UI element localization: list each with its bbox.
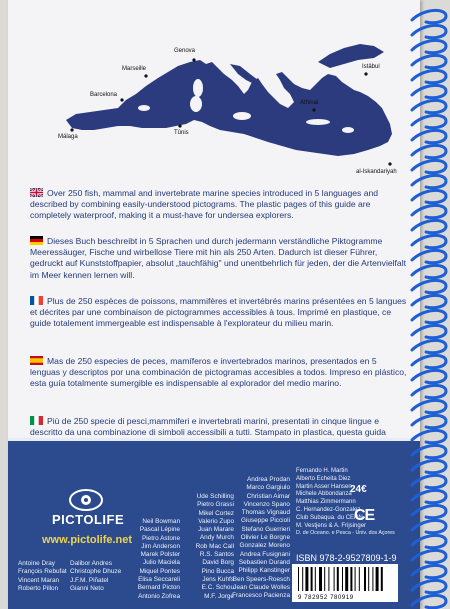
coil-loop xyxy=(412,445,446,457)
city-label-barcelona: Barcelona xyxy=(90,92,118,98)
barcode-bar xyxy=(319,567,322,591)
barcode-bar xyxy=(359,567,360,591)
isbn-number: ISBN 978-2-9527809-1-9 xyxy=(296,553,397,563)
coil-loop xyxy=(412,385,446,397)
coil-loop xyxy=(412,340,446,352)
coil-loop xyxy=(412,460,446,472)
description-french xyxy=(30,296,408,330)
coil-loop xyxy=(412,550,446,562)
coil-loop xyxy=(412,265,446,277)
coil-loop xyxy=(412,160,446,172)
coil-loop xyxy=(412,475,446,487)
map-svg xyxy=(18,4,418,180)
coil-loop xyxy=(412,505,446,517)
coil-loop xyxy=(412,535,446,547)
barcode xyxy=(292,564,398,602)
coil-loop xyxy=(412,100,446,112)
price-label: 24€ xyxy=(350,484,367,495)
barcode-bar xyxy=(350,567,352,591)
publisher-footer xyxy=(8,438,420,609)
italy-flag-icon xyxy=(30,416,43,425)
footer-divider xyxy=(8,438,420,441)
city-label-alexandria: al-Iskandariyah xyxy=(356,169,397,175)
barcode-bar xyxy=(368,567,369,591)
city-label-malaga: Málaga xyxy=(58,134,78,140)
france-flag-icon xyxy=(30,296,43,305)
credits-column-4: Ude Schilling Pietro Grassi Mikel Cortez Valerio Zupo Juan Marare Andy Murch Rob Mac Call R.S. Santos David Borg Pino Bucca Jens Kuhfs E.C. Schou M.F. Jorge xyxy=(195,493,234,600)
credits-column-1: Antoine Dray François Rebufat Vincent Maran Roberto Pillon xyxy=(18,560,67,592)
city-label-tunis: Tûnis xyxy=(174,130,189,136)
barcode-bar xyxy=(334,567,335,591)
description-text-it: Più de 250 specie di pesci,mammiferi e invertebrati marini, presentati in cinque lingue e descritto da una combinazione di simboli accessibili a tutti. Stampato in plastica, questa guida xyxy=(30,416,386,438)
barcode-bar xyxy=(364,567,366,591)
description-english xyxy=(30,188,408,222)
credits-column-5: Andrea Prodan Marco Gargiulo Christian Aimar Vincenzo Spano Thomas Vignaud Giuseppe Piccioli Stefano Guerrieri Olivier Le Borgne Gonzalez Moreno Andrea Fusignani Sebastien Durand Philipp Kanstinger Ben Speers-Roesch Jean Claude Wolles Francesco Pacienza xyxy=(232,476,290,600)
back-cover-page xyxy=(8,0,420,609)
description-text-en: Over 250 fish, mammal and invertebrate marine species introduced in 5 languages and described by combining easily-understood pictograms. The plastic pages of this guide are completely waterproof, making it a must-have for undersea explorers. xyxy=(30,188,379,221)
coil-loop xyxy=(412,220,446,232)
description-text-fr: Plus de 250 espèces de poissons, mammifères et invertébrés marins présentées en 5 langues et décrites par une combinaison de pictogrammes accessibles à tous. Imprimé en plastique, ce guide totalement immergeable est indispensable à l'explorateur du milieu marin. xyxy=(30,296,407,329)
barcode-bar xyxy=(302,567,303,591)
credits-column-6: Fernando H. Martin Alberto Echeita Diez Martin Asser Hansen Michele Abbondanza Matthias Zimmermann C. Hernandez-Gonzalez Club Subaqua. du CERN M. Vestjens & A. Frijsinger D. de Oceano. e Pesca - Univ. dos Açores xyxy=(296,468,395,537)
barcode-bar xyxy=(328,567,329,591)
website-link[interactable]: www.pictolife.net xyxy=(42,534,133,546)
coil-loop xyxy=(412,250,446,262)
coil-loop xyxy=(412,295,446,307)
barcode-bar xyxy=(376,567,379,591)
barcode-bar xyxy=(381,567,383,591)
city-label-athinai: Athinai xyxy=(300,100,319,106)
description-text-de: Dieses Buch beschreibt in 5 Sprachen und durch jedermann verständliche Piktogramme Meeressäuger, Fische und wirbellose Tiere mit hin als 250 Arten. Dadurch ist dieser Führer, gedruckt auf Kunststoffpapier, absolut „tauchfähig" und unentbehrlich für jeden, der die Artenvielfalt im Meer kennen lernen will. xyxy=(30,236,407,280)
coil-loop xyxy=(412,70,446,82)
coil-loop xyxy=(412,310,446,322)
coil-loop xyxy=(412,235,446,247)
coil-loop xyxy=(412,205,446,217)
barcode-bar xyxy=(342,567,343,591)
credits-column-2: Dalibor Andres Christophe Dhuze J.F.M. Piñatel Gianni Neto xyxy=(70,560,122,592)
coil-loop xyxy=(412,25,446,37)
barcode-bar xyxy=(372,567,373,591)
coil-loop xyxy=(412,55,446,67)
spiral-binding xyxy=(410,0,450,609)
eye-logo-icon xyxy=(68,488,104,512)
coil-loop xyxy=(412,415,446,427)
coil-loop xyxy=(412,10,446,22)
coil-loop xyxy=(412,355,446,367)
coil-loop xyxy=(412,130,446,142)
barcode-bar xyxy=(305,567,308,591)
barcode-bar xyxy=(324,567,325,591)
coil-loop xyxy=(412,115,446,127)
coil-loop xyxy=(412,145,446,157)
barcode-digits: 9 782952 780919 xyxy=(298,595,354,601)
barcode-bars xyxy=(292,564,398,594)
barcode-bar xyxy=(298,567,299,591)
germany-flag-icon xyxy=(30,236,43,245)
coil-loop xyxy=(412,400,446,412)
coil-loop xyxy=(412,40,446,52)
brand-name: PICTOLIFE xyxy=(52,512,125,527)
barcode-bar xyxy=(337,567,339,591)
ce-mark: CE xyxy=(354,507,375,524)
barcode-bar xyxy=(315,567,316,591)
coil-loop xyxy=(412,520,446,532)
barcode-bar xyxy=(355,567,356,591)
coil-loop xyxy=(412,85,446,97)
description-text-es: Mas de 250 especies de peces, mamíferos e invertebrados marinos, presentados en 5 lenguas y descriptos por una combinación de pictogramas accesibles a todos. Impreso en plástico, esta guía totalmente sumergible es indispensable al explorador del medio marino. xyxy=(30,356,407,389)
coil-loop xyxy=(412,490,446,502)
spain-flag-icon xyxy=(30,356,43,365)
coil-loop xyxy=(412,280,446,292)
coil-loop xyxy=(412,175,446,187)
coil-loop xyxy=(412,580,446,592)
city-label-istanbul: Istâbul xyxy=(362,64,380,70)
mediterranean-map xyxy=(18,4,418,180)
credits-column-3: Neil Bowman Pascal Lépine Pietro Astone Jim Anderson Marek Polster Julio Maciela Miquel Pontes Elisa Seccareli Bernard Picton Antonio Zofrea xyxy=(137,518,180,600)
coil-loop xyxy=(412,370,446,382)
coil-loop xyxy=(412,190,446,202)
description-german xyxy=(30,236,408,281)
coil-loop xyxy=(412,430,446,442)
coil-loop xyxy=(412,595,446,607)
barcode-bar xyxy=(345,567,348,591)
uk-flag-icon xyxy=(30,188,43,197)
city-label-marseille: Marseille xyxy=(122,66,147,72)
coil-loop xyxy=(412,565,446,577)
barcode-bar xyxy=(311,567,313,591)
description-spanish xyxy=(30,356,408,390)
coil-loop xyxy=(412,325,446,337)
city-label-genova: Genova xyxy=(174,48,196,54)
